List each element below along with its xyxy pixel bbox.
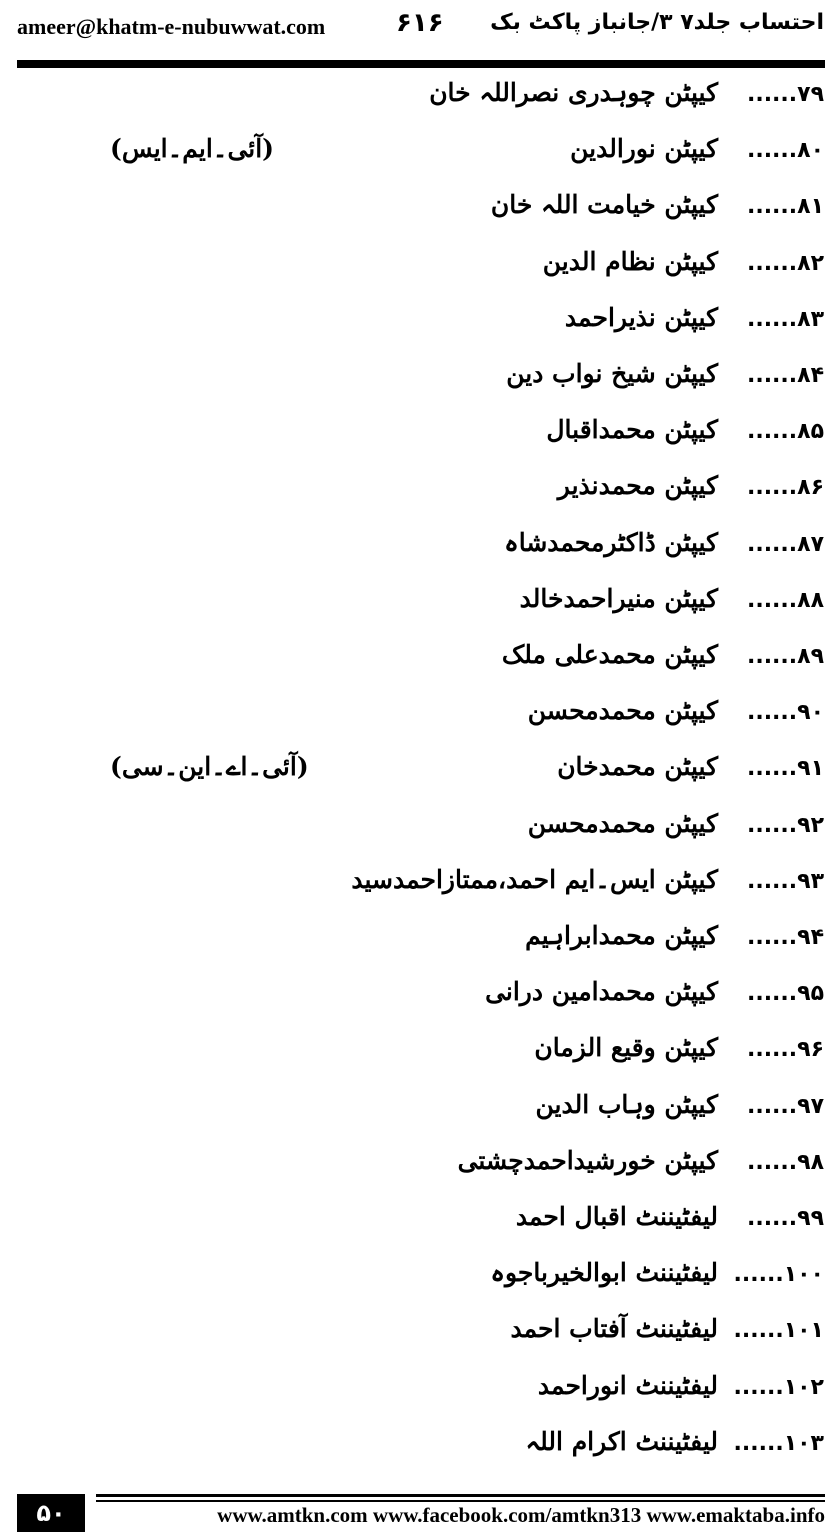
entry-note: (آئی۔اے۔این۔سی) [110, 752, 309, 782]
list-item [0, 1031, 840, 1083]
header-rule [17, 60, 825, 68]
list-item [0, 582, 840, 634]
entry-name: کیپٹن نذیراحمد [564, 302, 718, 332]
entry-number: ۸۳...... [746, 306, 824, 332]
list-item [0, 750, 840, 802]
entry-name: کیپٹن نورالدین [570, 134, 718, 164]
entry-number: ۸۲...... [746, 250, 824, 276]
list-item [0, 975, 840, 1027]
list-item [0, 638, 840, 690]
entry-name: کیپٹن نظام الدین [542, 246, 718, 276]
list-item [0, 1144, 840, 1196]
list-item [0, 469, 840, 521]
list-item [0, 1425, 840, 1477]
entry-name: لیفٹیننٹ اقبال احمد [515, 1202, 718, 1231]
entry-number: ۹۱...... [746, 756, 824, 782]
entry-number: ۹۸...... [746, 1149, 824, 1175]
footer-rule-thick [96, 1494, 825, 1497]
officer-list [0, 70, 840, 1490]
entry-name: لیفٹیننٹ آفتاب احمد [510, 1314, 718, 1344]
entry-number: ۹۹...... [746, 1206, 824, 1231]
entry-name: کیپٹن محمدمحسن [527, 696, 718, 726]
entry-name: کیپٹن محمداقبال [546, 415, 718, 445]
list-item [0, 245, 840, 297]
list-item [0, 1088, 840, 1140]
list-item [0, 1256, 840, 1308]
entry-number: ۱۰۰...... [733, 1262, 824, 1288]
footer-page-badge: ۵۰ [17, 1494, 85, 1532]
entry-number: ۷۹...... [746, 82, 824, 107]
entry-name: لیفٹیننٹ انوراحمد [537, 1370, 718, 1400]
entry-note: (آئی۔ایم۔ایس) [110, 134, 275, 164]
list-item [0, 301, 840, 353]
entry-number: ۱۰۱...... [733, 1318, 824, 1344]
list-item [0, 1200, 840, 1252]
entry-name: کیپٹن ایس۔ایم احمد،ممتازاحمدسید [351, 864, 718, 894]
header-book-title: احتساب جلد۷ ۳/جانباز پاکٹ بک [490, 10, 824, 35]
footer-links[interactable]: www.amtkn.com www.facebook.com/amtkn313 www.emaktaba.info [217, 1503, 825, 1527]
footer-rule-thin [96, 1500, 825, 1502]
header-email[interactable]: ameer@khatm-e-nubuwwat.com [17, 14, 326, 39]
list-item [0, 413, 840, 465]
list-item [0, 694, 840, 746]
entry-number: ۹۰...... [746, 700, 824, 726]
entry-number: ۹۳...... [746, 868, 824, 894]
entry-name: کیپٹن خیامت اللہ خان [490, 190, 718, 220]
entry-number: ۹۶...... [746, 1037, 824, 1063]
entry-number: ۹۴...... [746, 925, 824, 950]
list-item [0, 188, 840, 240]
entry-number: ۱۰۳...... [733, 1430, 824, 1456]
entry-name: کیپٹن ڈاکٹرمحمدشاہ [504, 527, 718, 557]
entry-number: ۸۵...... [746, 419, 824, 445]
header-page-number: ۶۱۶ [396, 8, 444, 38]
entry-number: ۹۵...... [746, 981, 824, 1007]
list-item [0, 919, 840, 971]
entry-name: کیپٹن وقیع الزمان [534, 1033, 718, 1063]
entry-number: ۸۱...... [746, 194, 824, 220]
entry-name: کیپٹن شیخ نواب دین [506, 359, 718, 388]
entry-number: ۸۶...... [746, 475, 824, 501]
list-item [0, 357, 840, 409]
entry-name: لیفٹیننٹ اکرام اللہ [525, 1426, 718, 1456]
list-item [0, 526, 840, 578]
entry-name: کیپٹن وہاب الدین [535, 1089, 718, 1119]
entry-name: کیپٹن محمدامین درانی [485, 977, 718, 1007]
entry-name: کیپٹن محمدابراہیم [525, 921, 718, 950]
entry-name: لیفٹیننٹ ابوالخیرباجوہ [490, 1258, 718, 1288]
entry-number: ۸۷...... [746, 531, 824, 557]
page-header [0, 0, 840, 58]
entry-name: کیپٹن محمدنذیر [557, 471, 718, 501]
entry-number: ۸۸...... [746, 587, 824, 613]
entry-number: ۹۷...... [746, 1093, 824, 1119]
entry-name: کیپٹن محمدمحسن [527, 808, 718, 838]
entry-name: کیپٹن محمدخان [557, 752, 718, 782]
entry-name: کیپٹن چوہدری نصراللہ خان [429, 78, 718, 107]
list-item [0, 132, 840, 184]
entry-number: ۸۴...... [746, 363, 824, 388]
list-item [0, 76, 840, 128]
list-item [0, 863, 840, 915]
entry-number: ۸۰...... [746, 138, 824, 164]
entry-number: ۱۰۲...... [733, 1374, 824, 1400]
entry-name: کیپٹن محمدعلی ملک [501, 640, 718, 669]
entry-name: کیپٹن منیراحمدخالد [519, 583, 718, 613]
list-item [0, 807, 840, 859]
entry-number: ۸۹...... [746, 644, 824, 669]
entry-name: کیپٹن خورشیداحمدچشتی [457, 1145, 718, 1175]
page-footer [0, 1490, 840, 1540]
entry-number: ۹۲...... [746, 812, 824, 838]
list-item [0, 1369, 840, 1421]
list-item [0, 1312, 840, 1364]
